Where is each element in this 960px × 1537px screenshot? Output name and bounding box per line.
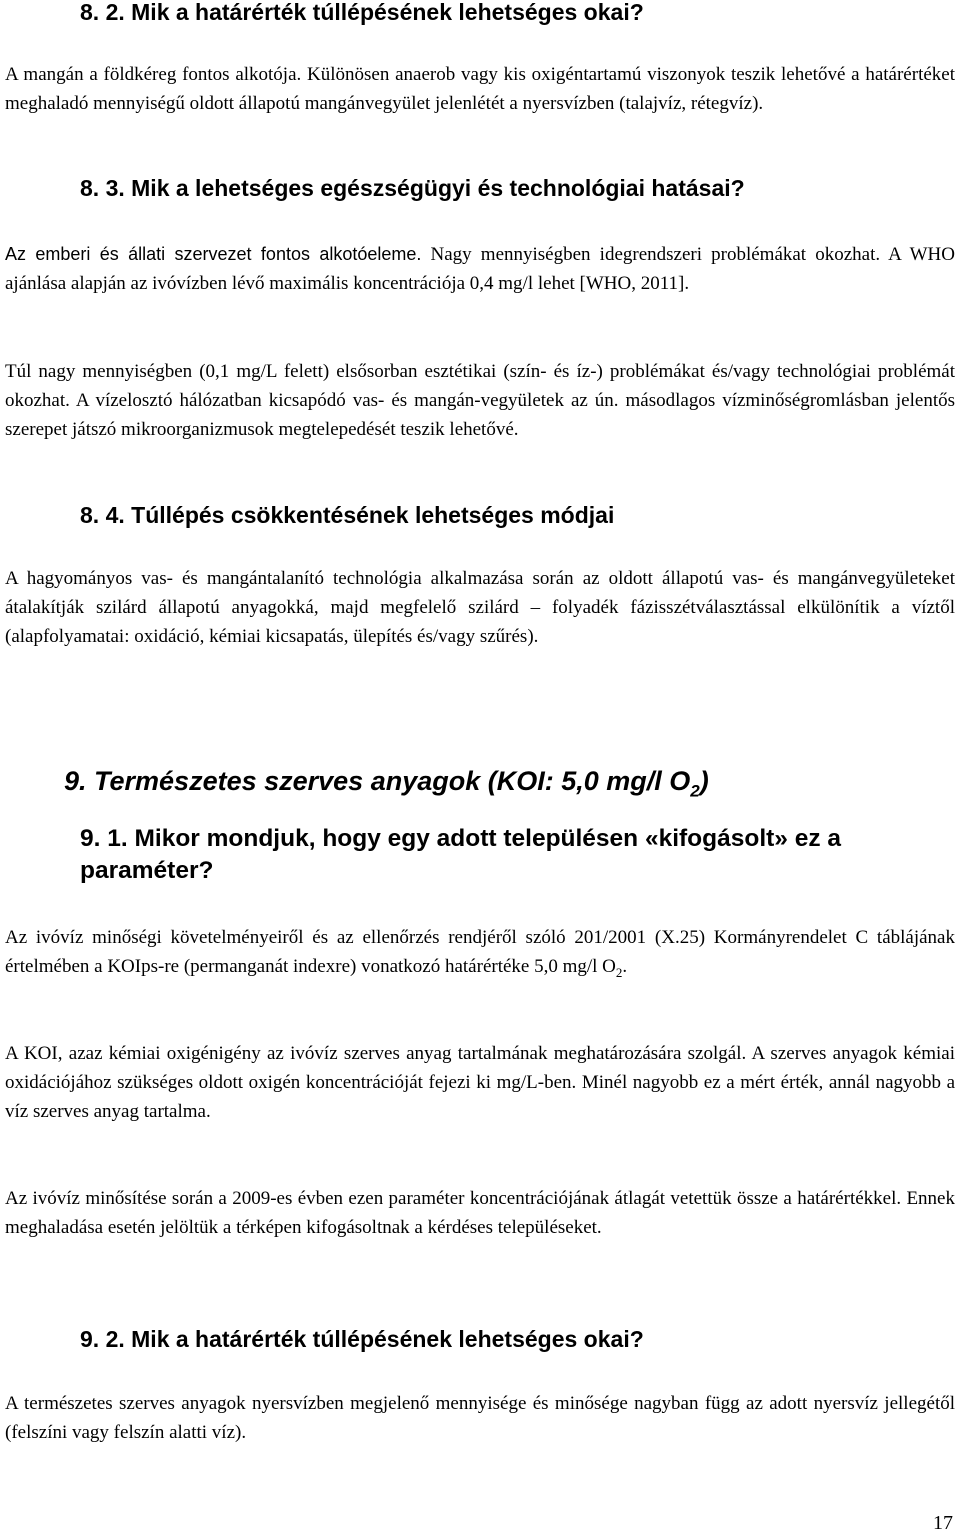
heading-8-4: 8. 4. Túllépés csökkentésének lehetséges módjai bbox=[80, 502, 615, 528]
heading-9-close: ) bbox=[699, 766, 709, 796]
heading-9-1: 9. 1. Mikor mondjuk, hogy egy adott településen «kifogásolt» ez a paraméter? bbox=[80, 825, 842, 884]
heading-9 bbox=[64, 765, 709, 807]
paragraph-8-3-b: Túl nagy mennyiségben (0,1 mg/L felett) elsősorban esztétikai (szín- és íz-) problémákat és/vagy technológiai problémát okozhat. A vízelosztó hálózatban kicsapódó vas- és mangán-vegyületek az ún. másodlagos vízminőségromlásban jelentős szerepet játszó mikroorganizmusok megtelepedését teszik lehetővé. bbox=[5, 361, 955, 440]
paragraph-9-1-a bbox=[5, 923, 955, 987]
heading-9-subscript: 2 bbox=[690, 781, 700, 801]
paragraph-9-2: A természetes szerves anyagok nyersvízben megjelenő mennyisége és minősége nagyban függ az adott nyersvíz jellegétől (felszíni vagy felszín alatti víz). bbox=[5, 1393, 955, 1443]
paragraph-8-2: A mangán a földkéreg fontos alkotója. Különösen anaerob vagy kis oxigéntartamú viszonyok teszik lehetővé a határértéket meghaladó mennyiségű oldott állapotú mangánvegyület jelenlétét a nyersvízben (talajvíz, rétegvíz). bbox=[5, 64, 955, 114]
heading-9-2: 9. 2. Mik a határérték túllépésének lehetséges okai? bbox=[80, 1326, 644, 1352]
page-number: 17 bbox=[933, 1512, 953, 1534]
paragraph-8-4: A hagyományos vas- és mangántalanító technológia alkalmazása során az oldott állapotú vas- és mangánvegyületeket átalakítják szilárd állapotú anyagokká, majd megfelelő szilárd – folyadék fázisszétválasztással elkülönítik a víztől (alapfolyamatai: oxidáció, kémiai kicsapatás, ülepítés és/vagy szűrés). bbox=[5, 568, 955, 647]
paragraph-9-1-a-end: . bbox=[622, 956, 628, 977]
paragraph-9-1-a-text: Az ivóvíz minőségi követelményeiről és az ellenőrzés rendjéről szóló 201/2001 (X.25) Kormányrendelet C táblájának értelmében a KOIps-re (permanganát indexre) vonatkozó határértéke 5,0 mg/l O bbox=[5, 927, 955, 977]
heading-9-text: 9. Természetes szerves anyagok (KOI: 5,0 mg/l O bbox=[64, 766, 691, 796]
paragraph-9-1-b: A KOI, azaz kémiai oxigénigény az ivóvíz szerves anyag tartalmának meghatározására szolgál. A szerves anyagok kémiai oxidációjához szükséges oldott oxigén koncentrációját fejezi ki mg/L-ben. Minél nagyobb ez a mért érték, annál nagyobb a víz szerves anyag tartalma. bbox=[5, 1043, 955, 1122]
heading-8-2: 8. 2. Mik a határérték túllépésének lehetséges okai? bbox=[80, 0, 644, 25]
paragraph-8-3-a-serif: Nagy mennyiségben idegrendszeri problémákat okozhat. A WHO ajánlása alapján az ivóvízben lévő maximális koncentrációja 0,4 mg/l lehet [WHO, 2011]. bbox=[5, 244, 955, 294]
paragraph-9-1-c: Az ivóvíz minősítése során a 2009-es évben ezen paraméter koncentrációjának átlagát vetettük össze a határértékkel. Ennek meghaladása esetén jelöltük a térképen kifogásoltnak a kérdéses településeket. bbox=[5, 1188, 955, 1238]
paragraph-8-3-a-sans: Az emberi és állati szervezet fontos alkotóeleme. bbox=[5, 244, 422, 264]
paragraph-9-1-a-subscript: 2 bbox=[615, 964, 623, 980]
heading-8-3: 8. 3. Mik a lehetséges egészségügyi és technológiai hatásai? bbox=[80, 175, 745, 201]
paragraph-8-3-a bbox=[5, 240, 955, 298]
